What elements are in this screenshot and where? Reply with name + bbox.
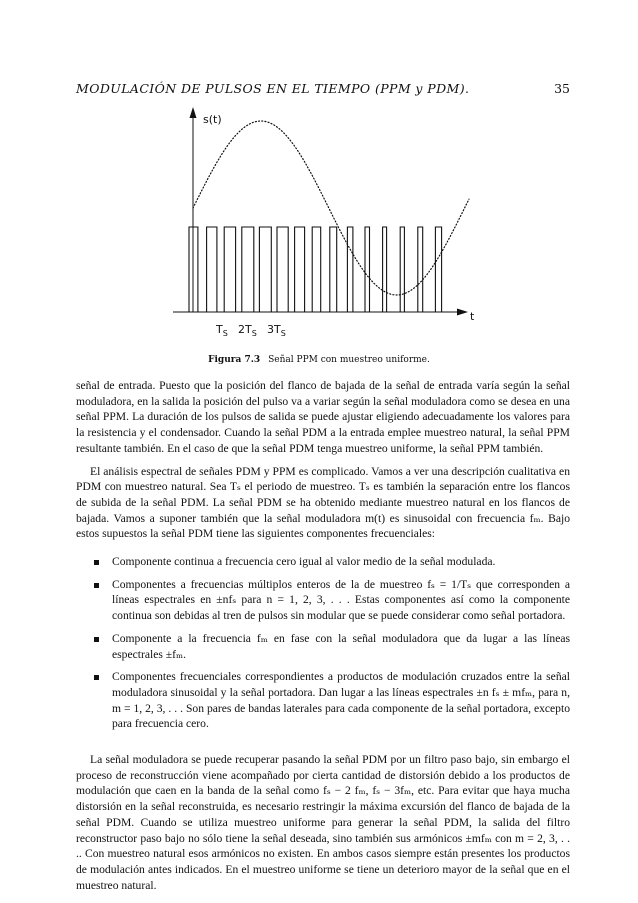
pulse [330,227,337,312]
pulse [365,227,370,312]
x-axis-label: t [470,310,475,323]
pulse [383,227,387,312]
pulse [242,227,254,312]
list-item: Componente a la frecuencia fₘ en fase con la señal moduladora que da lugar a las líneas espectrales ±fₘ. [112,631,570,661]
pulse [259,227,271,312]
body-text [76,378,570,900]
list-item: Componente continua a frecuencia cero igual al valor medio de la señal modulada. [112,554,570,570]
pulse [312,227,321,312]
tick-label-3ts: $3T_S$ [267,323,286,338]
list-item: Componentes frecuenciales correspondientes a productos de modulación cruzados entre la señal moduladora sinusoidal y la señal portadora. Dan lugar a las líneas espectrales ±n fₛ ± mfₘ, para n, m = 1, 2, 3, . . . Son pares de bandas laterales para cada componente de la señal portadora, excepto para frecuencia cero. [112,670,570,731]
components-list [76,554,570,732]
caption-label: Figura 7.3 [208,355,261,365]
paragraph-1: señal de entrada. Puesto que la posición del flanco de bajada de la señal de entrada varía según la señal moduladora, en la salida la posición del pulso va a variar según la señal moduladora como se desea en una señal PPM. La duración de los pulsos de salida se puede ajustar eligiendo adecuadamente los valores para la resistencia y el condensador. Cuando la señal PDM a la entrada emplee muestreo natural, la señal PPM resultante también. En el caso de que la señal PDM tenga muestreo uniforme, la señal PPM también. [76,379,570,455]
list-item: Componentes a frecuencias múltiplos enteros de la de muestreo fₛ = 1/Tₛ que corresponden a líneas espectrales en ±nfₛ para n = 1, 2, 3, . . . Estas componentes así como la componente continua son debidas al tren de pulsos sin modular que se puede considerar como señal portadora. [112,577,570,623]
paragraph-2: El análisis espectral de señales PDM y PPM es complicado. Vamos a ver una descripción cualitativa en PDM con muestreo natural. Sea Tₛ el periodo de muestreo. Tₛ es también la separación entre los flancos de subida de la señal PDM. La señal PDM se ha obtenido mediante muestreo natural en los flancos de bajada. Vamos a suponer también que la señal moduladora m(t) es sinusoidal con frecuencia fₘ. Bajo estos supuestos la señal PDM tiene las siguientes componentes frecuenciales: [76,464,570,541]
pulse [277,227,288,312]
pulse [295,227,305,312]
paragraph-3: La señal moduladora se puede recuperar pasando la señal PDM por un filtro paso bajo, sin embargo el proceso de reconstrucción viene acompañado por cierta cantidad de distorsión debido a los productos de modulación que caen en la banda de la señal como fₛ − 2 fₘ, fₛ − 3fₘ, etc. Para evitar que haya mucha distorsión en la señal reconstruida, es necesario restringir la máxima excursión del flanco de bajada de la señal PDM. Cuando se utiliza muestreo uniforme para generar la señal PDM, la salida del filtro reconstructor paso bajo no sólo tiene la señal deseada, sino también sus armónicos ±mfₘ con m = 2, 3, . . .. Con muestreo natural esos armónicos no existen. En ambos casos siempre están presentes los productos de modulación antes indicados. En el muestreo uniforme se tiene un deterioro mayor de la señal que en el muestreo natural. [76,753,570,892]
page-number: 35 [554,81,570,96]
pulse [435,227,441,312]
pulse [418,227,423,312]
caption-text: Señal PPM con muestreo uniforme. [268,355,430,365]
pulse [347,227,353,312]
pulse [400,227,404,312]
modulating-sine-curve [193,121,469,295]
tick-label-ts: $T_S$ [216,323,228,338]
pulse-train [189,227,442,312]
figure-caption [0,355,638,365]
tick-label-2ts: $2T_S$ [238,323,257,338]
ppm-figure [0,0,638,350]
y-axis-arrow [190,107,197,118]
running-title: MODULACIÓN DE PULSOS EN EL TIEMPO (PPM y PDM). [76,81,470,96]
pulse [224,227,235,312]
y-axis-label: s(t) [203,113,222,126]
pulse [207,227,217,312]
x-axis-arrow [457,309,468,316]
